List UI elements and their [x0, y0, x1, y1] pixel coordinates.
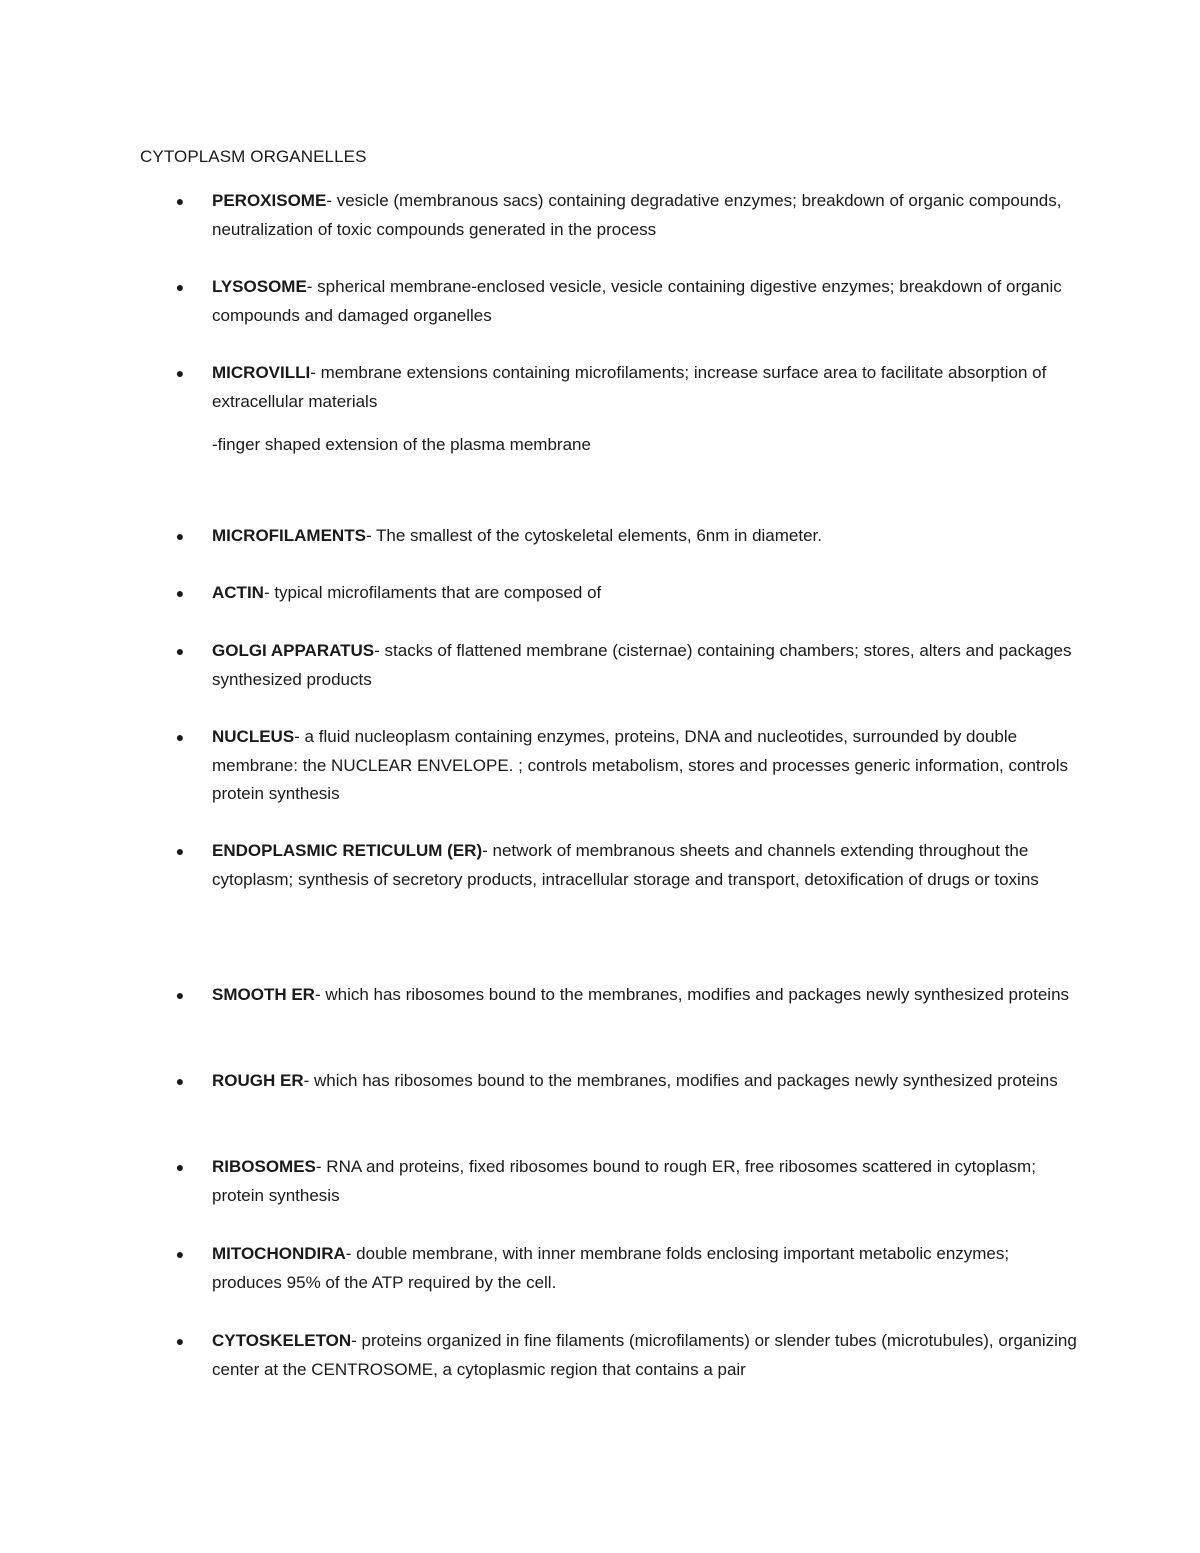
bullet-icon: ● [175, 643, 185, 659]
list-item-golgi-apparatus [175, 637, 1082, 694]
term-label: MITOCHONDIRA [212, 1244, 346, 1263]
bullet-icon: ● [175, 1333, 185, 1349]
list-item-nucleus [175, 723, 1082, 809]
bullet-icon: ● [175, 193, 185, 209]
term-description: - proteins organized in fine filaments (microfilaments) or slender tubes (microtubules), organizing center at the CENTROSOME, a cytoplasmic region that contains a pair [212, 1331, 1077, 1379]
term-label: SMOOTH ER [212, 985, 315, 1004]
term-description: - RNA and proteins, fixed ribosomes bound to rough ER, free ribosomes scattered in cytoplasm; protein synthesis [212, 1157, 1036, 1205]
term-label: NUCLEUS [212, 727, 295, 746]
list-item-cytoskeleton [175, 1327, 1082, 1384]
list-item-peroxisome [175, 187, 1082, 244]
term-label: ENDOPLASMIC RETICULUM (ER) [212, 841, 483, 860]
bullet-icon: ● [175, 585, 185, 601]
bullet-icon: ● [175, 843, 185, 859]
term-label: MICROVILLI [212, 363, 311, 382]
list-item-microfilaments [175, 522, 1082, 551]
document-title: CYTOPLASM ORGANELLES [140, 147, 367, 166]
bullet-icon: ● [175, 528, 185, 544]
term-label: MICROFILAMENTS [212, 526, 366, 545]
list-item-lysosome [175, 273, 1082, 330]
list-item-ribosomes [175, 1153, 1082, 1210]
list-item-rough-er [175, 1067, 1082, 1096]
term-label: RIBOSOMES [212, 1157, 316, 1176]
bullet-icon: ● [175, 279, 185, 295]
term-description: - The smallest of the cytoskeletal elements, 6nm in diameter. [365, 526, 822, 545]
term-label: GOLGI APPARATUS [212, 641, 375, 660]
term-description: - spherical membrane-enclosed vesicle, vesicle containing digestive enzymes; breakdown of organic compounds and damaged organelles [212, 277, 1062, 325]
term-description: - network of membranous sheets and channels extending throughout the cytoplasm; synthesis of secretory products, intracellular storage and transport, detoxification of drugs or toxins [212, 841, 1039, 889]
list-item-actin [175, 579, 1082, 608]
term-description: - double membrane, with inner membrane folds enclosing important metabolic enzymes; produces 95% of the ATP required by the cell. [212, 1244, 1010, 1292]
term-description: - typical microfilaments that are composed of [263, 583, 602, 602]
list-item-smooth-er [175, 981, 1082, 1010]
term-description: - vesicle (membranous sacs) containing degradative enzymes; breakdown of organic compounds, neutralization of toxic compounds generated in the process [212, 191, 1062, 239]
list-item-mitochondria [175, 1240, 1082, 1297]
term-label: ROUGH ER [212, 1071, 304, 1090]
term-label: LYSOSOME [212, 277, 307, 296]
term-description: - membrane extensions containing microfilaments; increase surface area to facilitate absorption of extracellular materials [212, 363, 1047, 411]
term-label: PEROXISOME [212, 191, 327, 210]
bullet-icon: ● [175, 1246, 185, 1262]
list-item-microvilli [175, 359, 1082, 416]
bullet-icon: ● [175, 987, 185, 1003]
microvilli-note: -finger shaped extension of the plasma membrane [212, 435, 591, 454]
term-description: - which has ribosomes bound to the membranes, modifies and packages newly synthesized proteins [314, 985, 1070, 1004]
bullet-icon: ● [175, 729, 185, 745]
bullet-icon: ● [175, 1159, 185, 1175]
bullet-icon: ● [175, 1073, 185, 1089]
term-description: - stacks of flattened membrane (cisternae) containing chambers; stores, alters and packages synthesized products [212, 641, 1072, 689]
term-description: - which has ribosomes bound to the membranes, modifies and packages newly synthesized proteins [303, 1071, 1058, 1090]
term-label: ACTIN [212, 583, 264, 602]
bullet-icon: ● [175, 365, 185, 381]
term-label: CYTOSKELETON [212, 1331, 352, 1350]
list-item-endoplasmic-reticulum [175, 837, 1082, 894]
term-description: - a fluid nucleoplasm containing enzymes, proteins, DNA and nucleotides, surrounded by double membrane: the NUCLEAR ENVELOPE. ; controls metabolism, stores and processes generic information, controls protein synthesis [212, 727, 1069, 803]
